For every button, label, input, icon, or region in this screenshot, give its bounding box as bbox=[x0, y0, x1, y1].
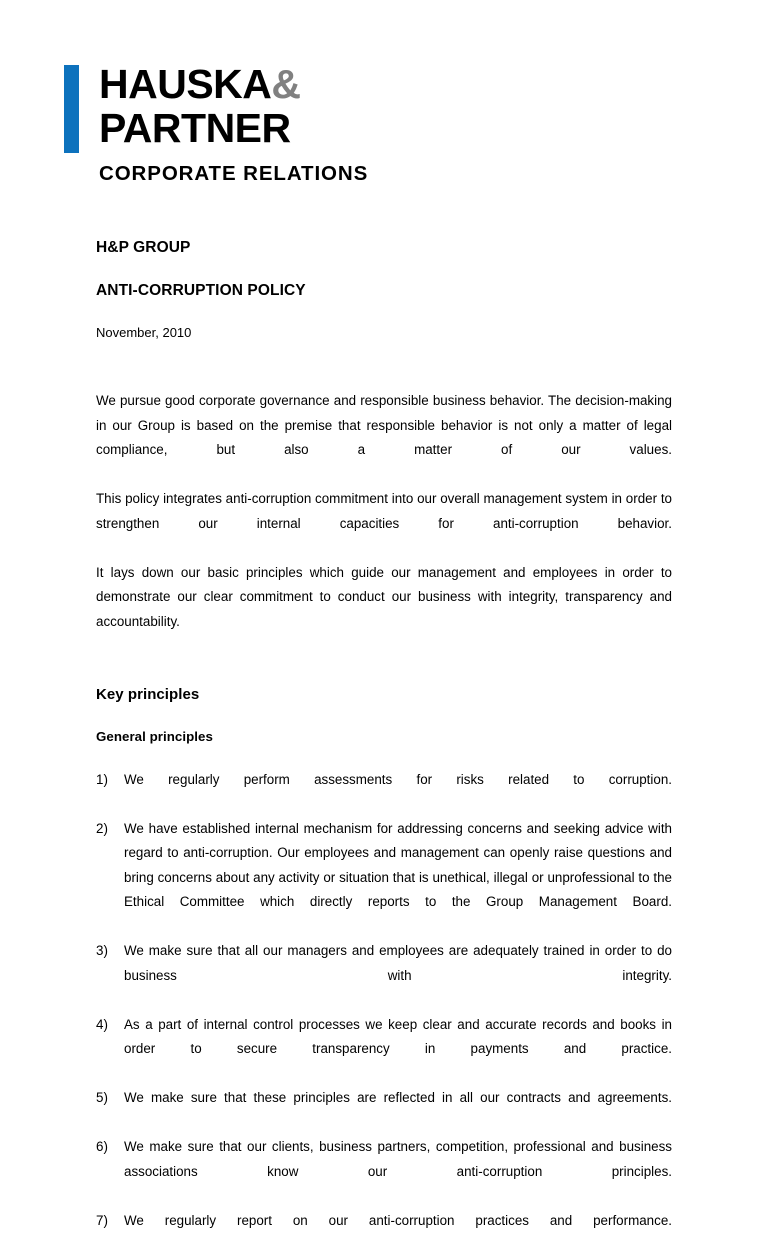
list-item-number: 2) bbox=[96, 820, 108, 836]
list-item-number: 5) bbox=[96, 1090, 108, 1105]
logo-words bbox=[99, 62, 364, 150]
logo-ampersand: & bbox=[271, 61, 301, 107]
list-item bbox=[96, 1135, 672, 1209]
list-item-text: We make sure that all our managers and employees are adequately trained in order to do business with integrity. bbox=[124, 943, 672, 983]
logo-line-1 bbox=[99, 62, 364, 106]
list-item-text: We regularly report on our anti-corruption practices and performance. bbox=[124, 1212, 672, 1228]
logo-line-2: PARTNER bbox=[99, 105, 291, 151]
list-item bbox=[96, 768, 672, 817]
list-item-text: As a part of internal control processes we keep clear and accurate records and books in order to secure transparency in payments and practice. bbox=[124, 1016, 672, 1056]
list-item-number: 6) bbox=[96, 1139, 108, 1154]
section-heading-key-principles: Key principles bbox=[96, 685, 200, 703]
list-item bbox=[96, 1209, 672, 1258]
list-item-text: We regularly perform assessments for risks related to corruption. bbox=[124, 771, 672, 787]
intro-paragraph-3: It lays down our basic principles which guide our management and employees in order to demonstrate our clear commitment to conduct our business with integrity, transparency and accountability. bbox=[96, 564, 672, 629]
list-item-number: 3) bbox=[96, 943, 108, 958]
document-title-line-1: H&P GROUP bbox=[96, 239, 191, 256]
list-item-number: 7) bbox=[96, 1212, 108, 1228]
list-item-text: We make sure that these principles are reflected in all our contracts and agreements. bbox=[124, 1090, 672, 1105]
list-item-number: 1) bbox=[96, 771, 108, 787]
principles-list bbox=[96, 768, 672, 1258]
list-item bbox=[96, 817, 672, 940]
logo-blue-bar-icon bbox=[64, 65, 79, 153]
list-item bbox=[96, 1086, 672, 1135]
document-body bbox=[96, 238, 672, 1258]
company-logo bbox=[64, 61, 369, 185]
logo-name-hauska: HAUSKA bbox=[99, 61, 272, 107]
list-item bbox=[96, 939, 672, 1013]
document-title-line-2: ANTI-CORRUPTION POLICY bbox=[96, 282, 306, 299]
intro-paragraph-1: We pursue good corporate governance and responsible business behavior. The decision-making in our Group is based on the premise that responsible behavior is not only a matter of legal compliance, but also a matter of our values. bbox=[96, 393, 672, 457]
document-date: November, 2010 bbox=[96, 325, 192, 340]
spacer bbox=[96, 659, 672, 684]
spacer bbox=[96, 706, 672, 727]
intro-paragraph-2: This policy integrates anti-corruption commitment into our overall management system in order to strengthen our internal capacities for anti-corruption behavior. bbox=[96, 491, 672, 531]
list-item-number: 4) bbox=[96, 1016, 108, 1032]
logo-tagline: CORPORATE RELATIONS bbox=[99, 162, 369, 185]
spacer bbox=[96, 342, 672, 389]
subsection-heading-general-principles: General principles bbox=[96, 728, 213, 744]
list-item-text: We have established internal mechanism for addressing concerns and seeking advice with regard to anti-corruption. Our employees and management can openly raise questions and bring concerns about any activity or situation that is unethical, illegal or unprofessional to the Ethical Committee which directly reports to the Group Management Board. bbox=[124, 820, 672, 909]
logo-wordmark bbox=[64, 62, 364, 153]
list-item bbox=[96, 1013, 672, 1087]
list-item-text: We make sure that our clients, business partners, competition, professional and business associations know our anti-corruption principles. bbox=[124, 1139, 672, 1179]
spacer bbox=[96, 747, 672, 768]
